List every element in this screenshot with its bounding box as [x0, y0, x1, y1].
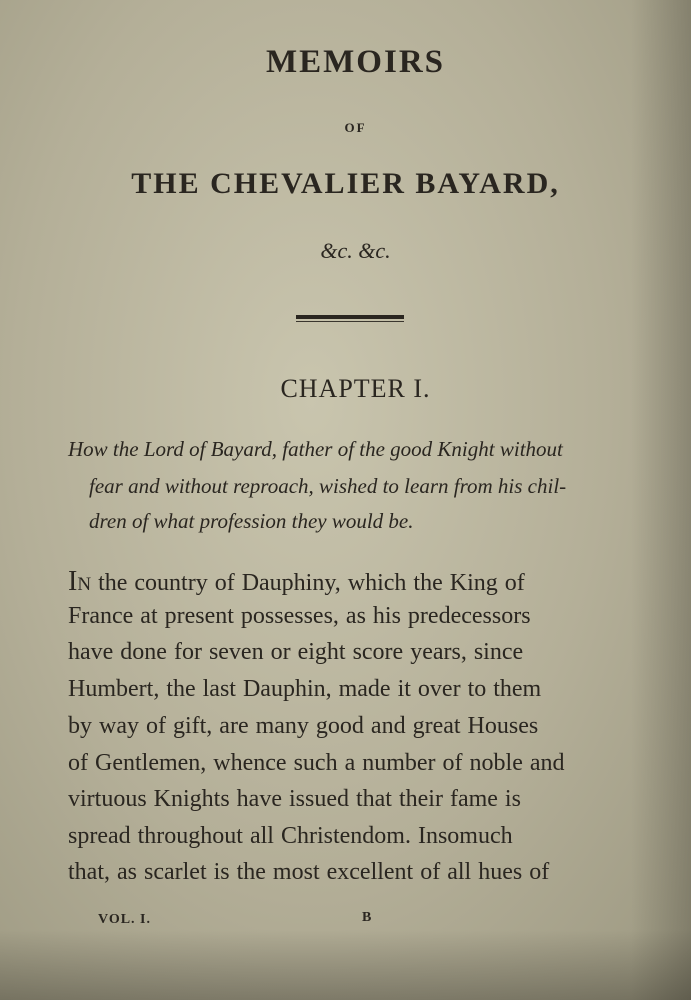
book-subject: THE CHEVALIER BAYARD, [131, 167, 560, 200]
body-first-line [68, 566, 525, 598]
body-line: virtuous Knights have issued that their fame is [68, 786, 521, 812]
chapter-summary-line: fear and without reproach, wished to learn from his chil- [89, 474, 567, 498]
chapter-summary-line: dren of what profession they would be. [89, 509, 414, 533]
body-line: that, as scarlet is the most excellent of all hues of [68, 859, 550, 885]
title-of: OF [344, 120, 367, 135]
title-etc: &c. &c. [320, 238, 391, 263]
body-line: of Gentlemen, whence such a number of noble and [68, 750, 565, 776]
body-line: spread throughout all Christendom. Insomuch [68, 823, 513, 849]
body-line: Humbert, the last Dauphin, made it over to them [68, 676, 542, 702]
chapter-heading: CHAPTER I. [280, 374, 431, 403]
page-edge-shadow [631, 0, 691, 1000]
drop-initial: I [68, 566, 78, 597]
book-title: MEMOIRS [266, 44, 445, 80]
body-line: by way of gift, are many good and great Houses [68, 713, 539, 739]
volume-marker: VOL. I. [98, 912, 152, 927]
body-line: have done for seven or eight score years, since [68, 639, 524, 665]
title-rule-thick [296, 315, 404, 319]
signature-mark: B [362, 910, 372, 925]
title-rule-thin [296, 321, 404, 322]
chapter-summary-line: How the Lord of Bayard, father of the good Knight without [68, 437, 563, 461]
first-line-text: the country of Dauphiny, which the King of [91, 570, 525, 596]
page-bottom-shadow [0, 930, 691, 1000]
body-line: France at present possesses, as his predecessors [68, 603, 531, 629]
initial-smallcap: N [77, 574, 92, 595]
